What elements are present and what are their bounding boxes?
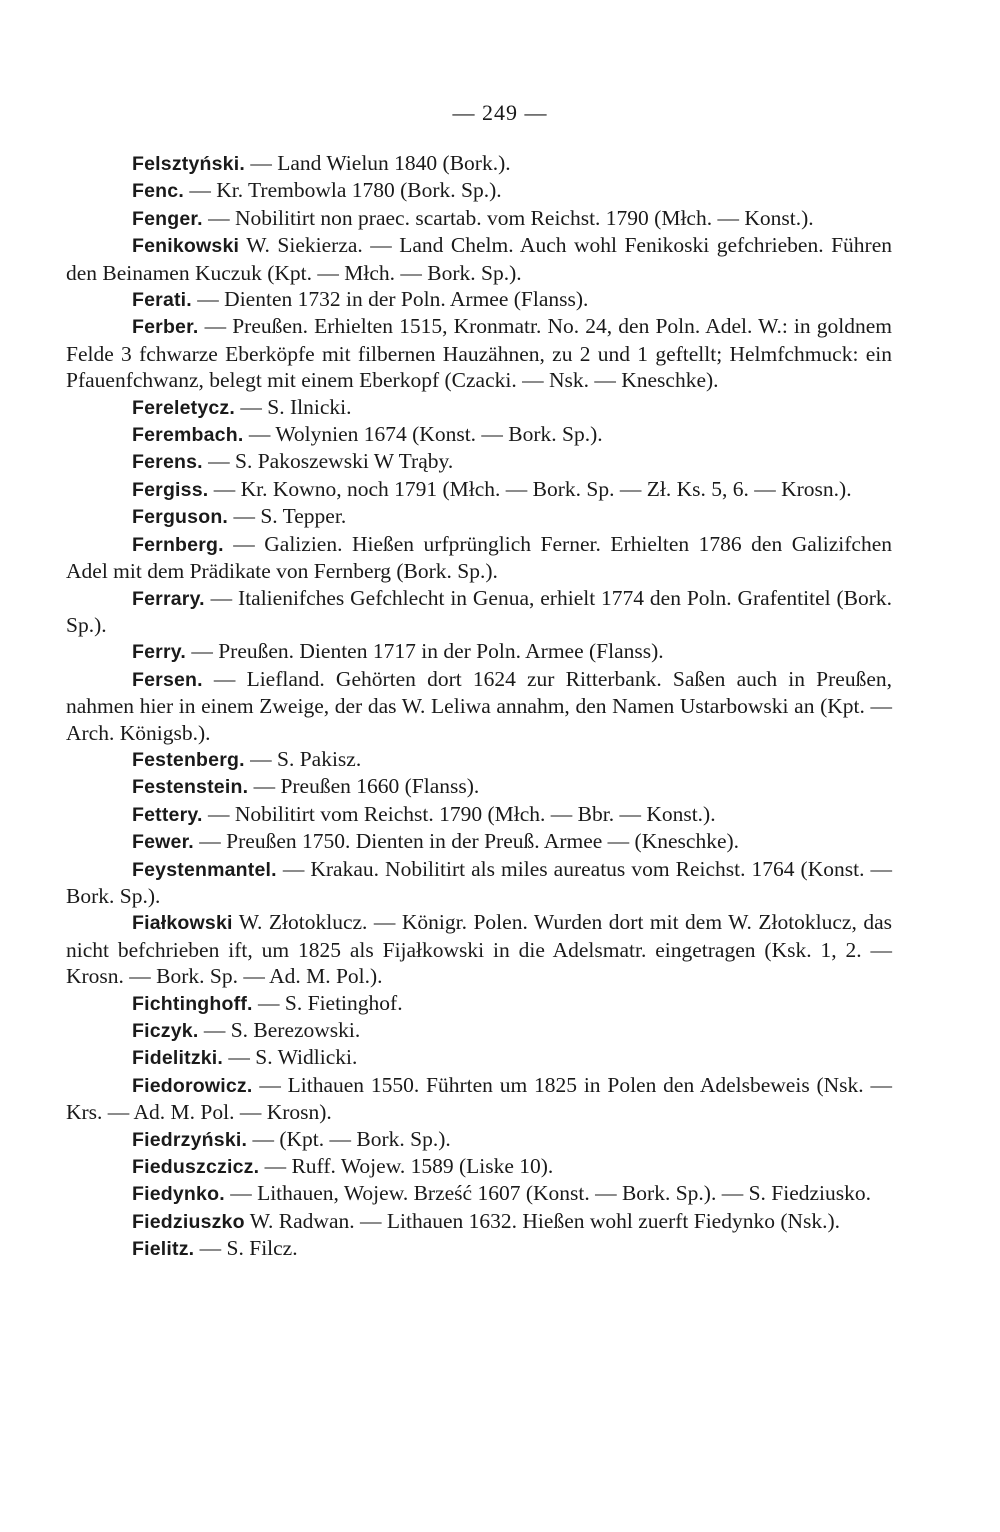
dictionary-entry [66,1044,892,1071]
page-number: — 249 — [452,100,548,125]
dictionary-entry [66,1153,892,1180]
dictionary-entry [66,1072,892,1126]
dictionary-entry [66,177,892,204]
entry-term: Feystenmantel. [132,858,277,881]
dictionary-entry [66,421,892,448]
dictionary-entry [66,1126,892,1153]
entry-term: Ferembach. [132,424,244,447]
dictionary-entry [66,666,892,746]
entry-term: Fiedziuszko [132,1210,245,1233]
entry-term: Fiedynko. [132,1183,225,1206]
entry-text: — Land Wielun 1840 (Bork.). [250,151,511,175]
dictionary-entry [66,205,892,232]
entry-term: Fergiss. [132,478,209,501]
dictionary-entry [66,585,892,639]
entry-text: — Ruff. Wojew. 1589 (Liske 10). [264,1154,554,1179]
dictionary-entry [66,286,892,313]
dictionary-entry [66,801,892,828]
entry-text: — Lithauen 1550. Führten um 1825 in Polen den Adelsbeweis (Nsk. — Krs. — Ad. M. Pol. — Krosn). [66,1072,892,1125]
entry-term: Fersen. [132,668,203,691]
entry-term: Fenger. [132,207,203,230]
dictionary-entry [66,909,892,989]
entry-term: Ferrary. [132,587,205,610]
entry-term: Fewer. [132,831,194,854]
entry-term: Ferber. [132,316,199,339]
entry-term: Fenikowski [132,235,240,258]
dictionary-entry [66,476,892,503]
entry-text: — S. Tepper. [233,504,347,529]
dictionary-entry [66,638,892,665]
entry-term: Fiedrzyński. [132,1128,248,1151]
entry-text: — Preußen 1660 (Flanss). [253,774,480,799]
entry-term: Fereletycz. [132,396,236,419]
entry-term: Ferati. [132,289,192,312]
entry-text: — Kr. Trembowla 1780 (Bork. Sp.). [189,178,502,203]
entry-term: Fiedorowicz. [132,1074,253,1097]
entry-list [66,150,892,1263]
entry-text: — S. Ilnicki. [240,394,352,419]
entry-text: — Preußen. Erhielten 1515, Kronmatr. No. 24, den Poln. Adel. W.: in goldnem Felde 3 fchwarze Eberköpfe mit filbernen Hauzähnen, zu 2 und 1 geftellt; Helmfchmuck: ein Pfauenfchwanz, belegt mit einem Eberkopf (Czacki. — Nsk. — Kneschke). [66,314,893,393]
entry-term: Ferguson. [132,506,229,529]
dictionary-entry [66,1180,892,1207]
dictionary-entry [66,313,892,393]
entry-text: — S. Widlicki. [228,1045,358,1070]
dictionary-entry [66,773,892,800]
dictionary-entry [66,990,892,1017]
entry-text: — S. Fietinghof. [258,990,403,1015]
dictionary-entry [66,1235,892,1262]
entry-text: — Wolynien 1674 (Konst. — Bork. Sp.). [248,422,603,447]
entry-text: — S. Berezowski. [203,1018,361,1042]
entry-text: — Kr. Kowno, noch 1791 (Młch. — Bork. Sp. — Zł. Ks. 5, 6. — Krosn.). [213,476,852,501]
entry-term: Fenc. [132,180,184,203]
entry-term: Festenstein. [132,776,249,799]
dictionary-entry [66,531,892,585]
dictionary-entry [66,856,892,910]
entry-text: — Krakau. Nobilitirt als miles aureatus vom Reichst. 1764 (Konst. — Bork. Sp.). [66,856,892,908]
dictionary-entry [66,150,892,177]
entry-text: — S. Pakoszewski W Trąby. [208,449,454,474]
entry-text: — S. Filcz. [199,1236,298,1261]
dictionary-entry [66,746,892,773]
entry-text: — Dienten 1732 in der Poln. Armee (Flanss). [197,287,589,312]
entry-term: Fidelitzki. [132,1047,224,1070]
entry-text: — Preußen. Dienten 1717 in der Poln. Armee (Flanss). [191,639,664,664]
entry-text: — S. Pakisz. [250,746,362,771]
dictionary-entry [66,828,892,855]
dictionary-entry [66,448,892,475]
entry-text: — Lithauen, Wojew. Brześć 1607 (Konst. — Bork. Sp.). — S. Fiedziusko. [230,1181,872,1206]
entry-text: — Nobilitirt vom Reichst. 1790 (Młch. — Bbr. — Konst.). [207,801,716,826]
entry-text: W. Radwan. — Lithauen 1632. Hießen wohl zuerft Fiedynko (Nsk.). [249,1208,841,1233]
dictionary-entry [66,394,892,421]
entry-term: Fettery. [132,803,203,826]
dictionary-entry [66,1017,892,1044]
entry-term: Fieduszczicz. [132,1156,260,1179]
entry-term: Fernberg. [132,533,224,556]
entry-term: Ficzyk. [132,1020,199,1042]
entry-term: Fielitz. [132,1238,195,1261]
entry-text: — Italienifches Gefchlecht in Genua, erhielt 1774 den Poln. Grafentitel (Bork. Sp.). [66,585,893,637]
entry-text: W. Siekierza. — Land Chelm. Auch wohl Fenikoski gefchrieben. Führen den Beinamen Kuczuk (Kpt. — Młch. — Bork. Sp.). [66,233,892,285]
entry-text: W. Złotoklucz. — Königr. Polen. Wurden dort mit dem W. Złotoklucz, das nicht befchrieben ift, um 1825 als Fijałkowski in die Adelsmatr. eingetragen (Ksk. 1, 2. — Krosn. — Bork. Sp. — Ad. M. Pol.). [66,910,892,989]
entry-text: — Nobilitirt non praec. scartab. vom Reichst. 1790 (Młch. — Konst.). [208,205,814,230]
entry-term: Ferry. [132,641,186,664]
entry-term: Fichtinghoff. [132,992,253,1015]
entry-term: Festenberg. [132,748,245,771]
entry-text: — Galizien. Hießen urfprünglich Ferner. Erhielten 1786 den Galizifchen Adel mit dem Prädikate von Fernberg (Bork. Sp.). [66,531,892,584]
entry-text: — Preußen 1750. Dienten in der Preuß. Armee — (Kneschke). [199,829,740,854]
entry-text: — (Kpt. — Bork. Sp.). [252,1126,451,1151]
entry-term: Fiałkowski [132,912,233,935]
entry-term: Ferens. [132,451,203,474]
dictionary-entry [66,1208,892,1235]
entry-term: Felsztyński. [132,153,245,175]
dictionary-entry [66,232,892,286]
dictionary-entry [66,503,892,530]
entry-text: — Liefland. Gehörten dort 1624 zur Ritterbank. Saßen auch in Preußen, nahmen hier in einem Zweige, der das W. Leliwa annahm, den Namen Ustarbowski an (Kpt. — Arch. Königsb.). [66,666,893,745]
